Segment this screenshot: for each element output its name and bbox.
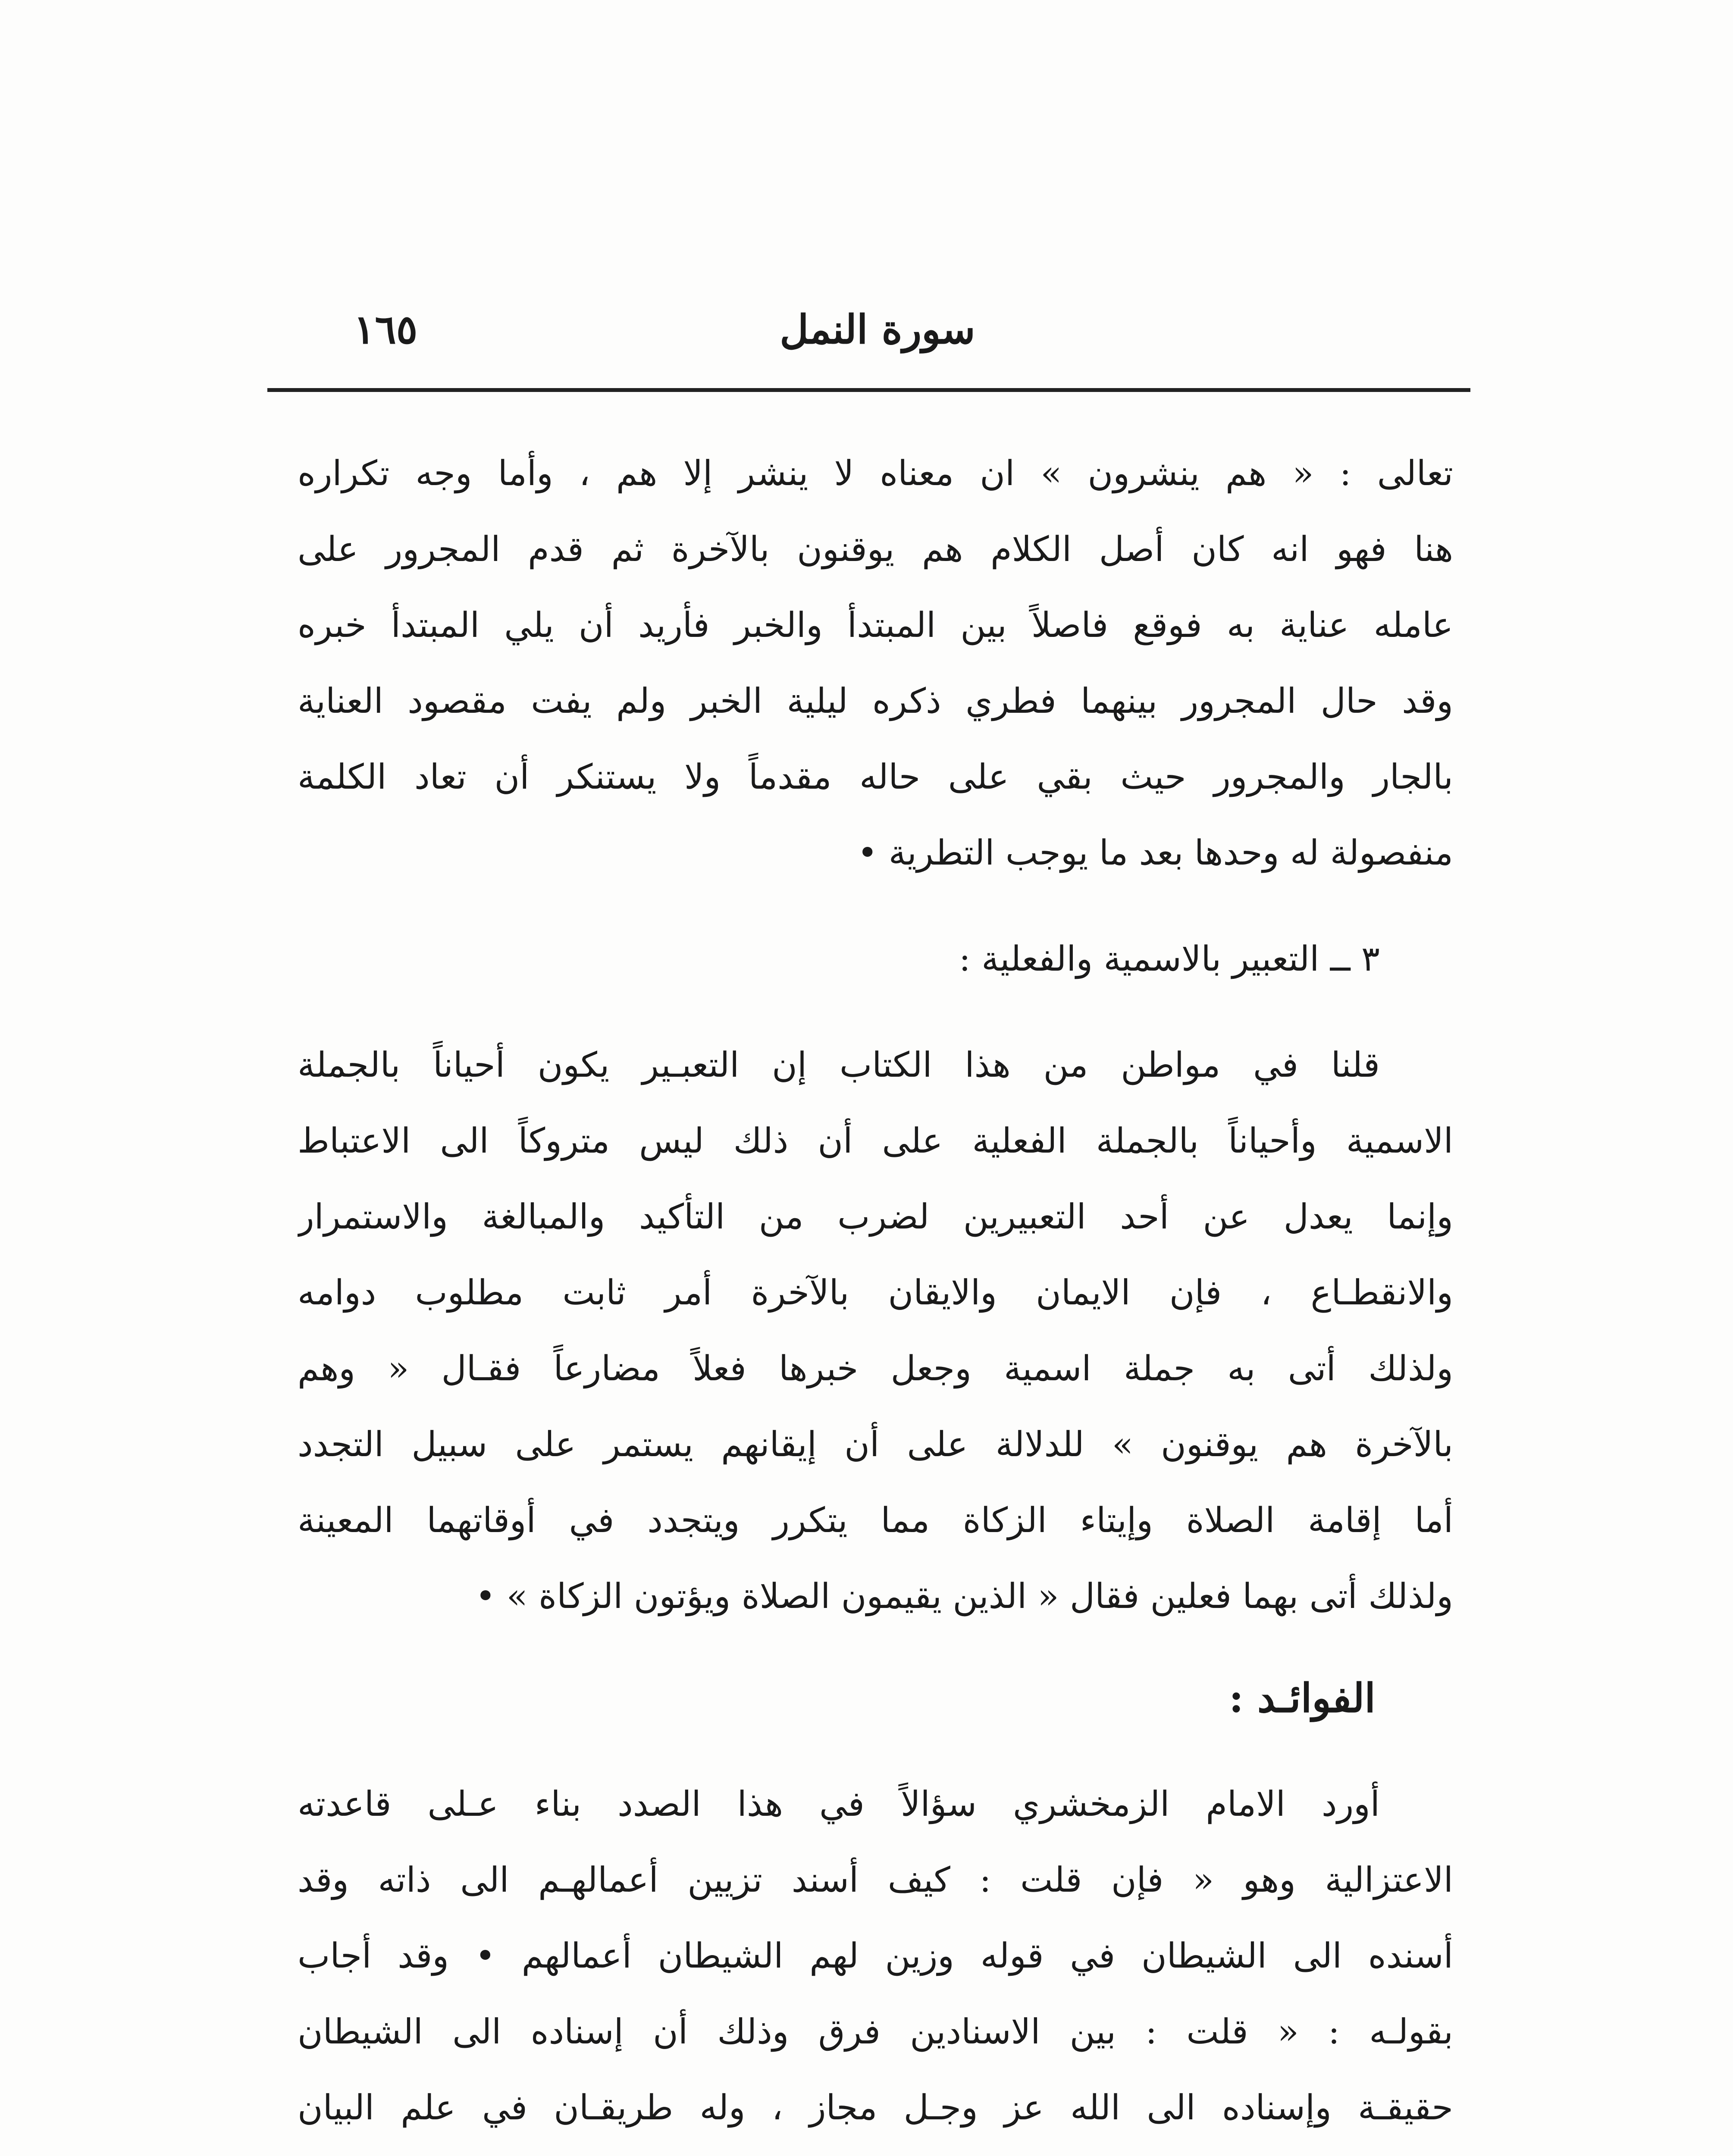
header-divider [267, 388, 1470, 392]
page-number: ١٦٥ [354, 306, 418, 353]
text-line: بقولـه : « قلت : بين الاسنادين فرق وذلك أن إسناده الى الشيطان [298, 2012, 1453, 2052]
text-line: أما إقامة الصلاة وإيتاء الزكاة مما يتكرر ويتجدد في أوقاتهما المعينة [298, 1500, 1453, 1540]
paragraph-3 [298, 1766, 1453, 2156]
text-line: الاسمية وأحياناً بالجملة الفعلية على أن ذلك ليس متروكاً الى الاعتباط [298, 1121, 1453, 1161]
text-line: بالجار والمجرور حيث بقي على حاله مقدماً ولا يستنكر أن تعاد الكلمة [298, 757, 1453, 797]
text-line: وقد حال المجرور بينهما فطري ذكره ليلية الخبر ولم يفت مقصود العناية [298, 681, 1453, 721]
benefits-heading: الفوائـد : [1228, 1675, 1376, 1721]
text-line: بالآخرة هم يوقنون » للدلالة على أن إيقانهم يستمر على سبيل التجدد [298, 1424, 1453, 1464]
text-line: والانقطـاع ، فإن الايمان والايقان بالآخرة أمر ثابت مطلوب دوامه [298, 1272, 1453, 1313]
section-heading: ٣ ــ التعبير بالاسمية والفعلية : [959, 939, 1380, 979]
text-line: قلنا في مواطن من هذا الكتاب إن التعبـير يكون أحياناً بالجملة [298, 1045, 1380, 1085]
text-line: وإنما يعدل عن أحد التعبيرين لضرب من التأكيد والمبالغة والاستمرار [298, 1197, 1453, 1237]
text-line: تعالى : « هم ينشرون » ان معناه لا ينشر إلا هم ، وأما وجه تكراره [298, 453, 1453, 493]
text-line: ولذلك أتى به جملة اسمية وجعل خبرها فعلاً مضارعاً فقـال « وهم [298, 1348, 1453, 1388]
text-line [298, 2146, 1453, 2156]
page-header [298, 298, 1457, 371]
body-text [298, 436, 1453, 2156]
text-line: ولذلك أتى بهما فعلين فقال « الذين يقيمون الصلاة ويؤتون الزكاة » • [475, 1576, 1453, 1616]
text-line: عامله عناية به فوقع فاصلاً بين المبتدأ والخبر فأريد أن يلي المبتدأ خبره [298, 605, 1453, 645]
text-line: منفصولة له وحدها بعد ما يوجب التطرية • [857, 833, 1453, 873]
text-line: حقيقـة وإسناده الى الله عز وجـل مجاز ، وله طريقـان في علم البيان [298, 2087, 1453, 2128]
text-line: هنا فهو انه كان أصل الكلام هم يوقنون بالآخرة ثم قدم المجرور على [298, 529, 1453, 569]
text-line: أورد الامام الزمخشري سؤالاً في هذا الصدد بناء عـلى قاعدته [298, 1784, 1380, 1824]
page-title: سورة النمل [780, 306, 975, 353]
paragraph-1 [298, 436, 1453, 891]
text-line: أسنده الى الشيطان في قوله وزين لهم الشيطان أعمالهم • وقد أجاب [298, 1936, 1453, 1976]
text-line: الاعتزالية وهو « فإن قلت : كيف أسند تزيين أعمالهـم الى ذاته وقد [298, 1860, 1453, 1900]
paragraph-2 [298, 1027, 1453, 1634]
